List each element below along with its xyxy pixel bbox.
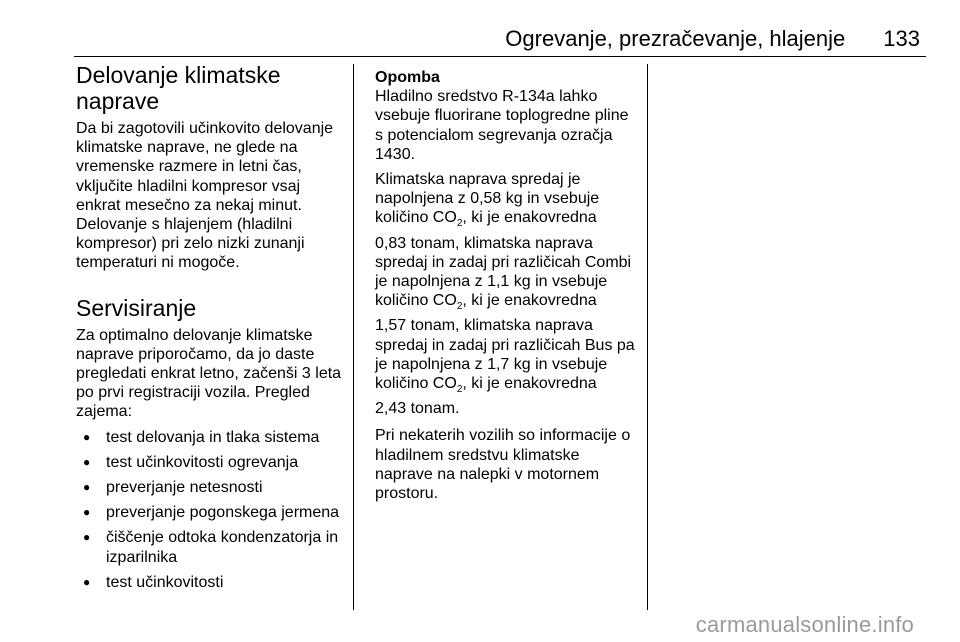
left-column xyxy=(76,62,348,598)
watermark: carmanualsonline.info xyxy=(695,612,914,637)
column-divider-2 xyxy=(647,64,648,610)
paragraph-climate: Da bi zagotovili učinkovito delovanje klimatske naprave, ne glede na vremenske razmere in letni čas, vključite hladilni kompresor vsaj enkrat mesečno za nekaj minut. Delovanje s hlajenjem (hladilni kompresor) pri zelo nizki zunanji temperaturi ni mogoče. xyxy=(76,120,334,272)
header-divider xyxy=(74,56,926,57)
right-column xyxy=(375,62,637,503)
list-item: ● test delovanja in tlaka sistema xyxy=(76,428,348,447)
note-block xyxy=(375,68,637,418)
column-divider-1 xyxy=(353,64,354,610)
note-paragraph-refrigerant: Hladilno sredstvo R-134a lahko vsebuje fluorirane toplogredne pline s potencialom segrevanja ozračja 1430. xyxy=(375,88,629,163)
note-paragraph-front: Klimatska naprava spredaj je napolnjena z 0,58 kg in vsebuje količino $CO_2$, ki je enakovredna xyxy=(375,171,600,230)
list-item: ● preverjanje netesnosti xyxy=(76,478,348,497)
list-item: ● preverjanje pogonskega jermena xyxy=(76,503,348,522)
note-paragraph-combi: 0,83 tonam, klimatska naprava spredaj in zadaj pri različicah Combi je napolnjena z 1,1 kg in vsebuje količino $CO_2$, ki je enakovredna xyxy=(375,234,632,313)
list-item: ● test učinkovitosti xyxy=(76,573,348,592)
note-paragraph-bus: 1,57 tonam, klimatska naprava spredaj in zadaj pri različicah Bus pa je napolnjena z 1,7 kg in vsebuje količino $CO_2$, ki je enakovredna xyxy=(375,317,635,396)
inspection-list xyxy=(76,428,348,592)
page-title: Ogrevanje, prezračevanje, hlajenje xyxy=(505,26,846,51)
note-label: Opomba xyxy=(375,69,440,86)
list-item: ● test učinkovitosti ogrevanja xyxy=(76,453,348,472)
paragraph-label-info: Pri nekaterih vozilih so informacije o hladilnem sredstvu klimatske naprave na nalepki v motornem prostoru. xyxy=(375,427,631,503)
list-item: ● čiščenje odtoka kondenzatorja in izparilnika xyxy=(76,528,348,566)
section-heading-servicing: Servisiranje xyxy=(76,294,197,321)
section-heading-climate: Delovanje klimatske naprave xyxy=(76,62,281,114)
note-paragraph-tons: 2,43 tonam. xyxy=(375,400,460,418)
page-number: 133 xyxy=(883,26,920,51)
paragraph-servicing: Za optimalno delovanje klimatske naprave priporočamo, da jo daste pregledati enkrat letno, začenši 3 leta po prvi registraciji vozila. Pregled zajema: xyxy=(76,326,342,421)
page-header xyxy=(60,26,920,52)
